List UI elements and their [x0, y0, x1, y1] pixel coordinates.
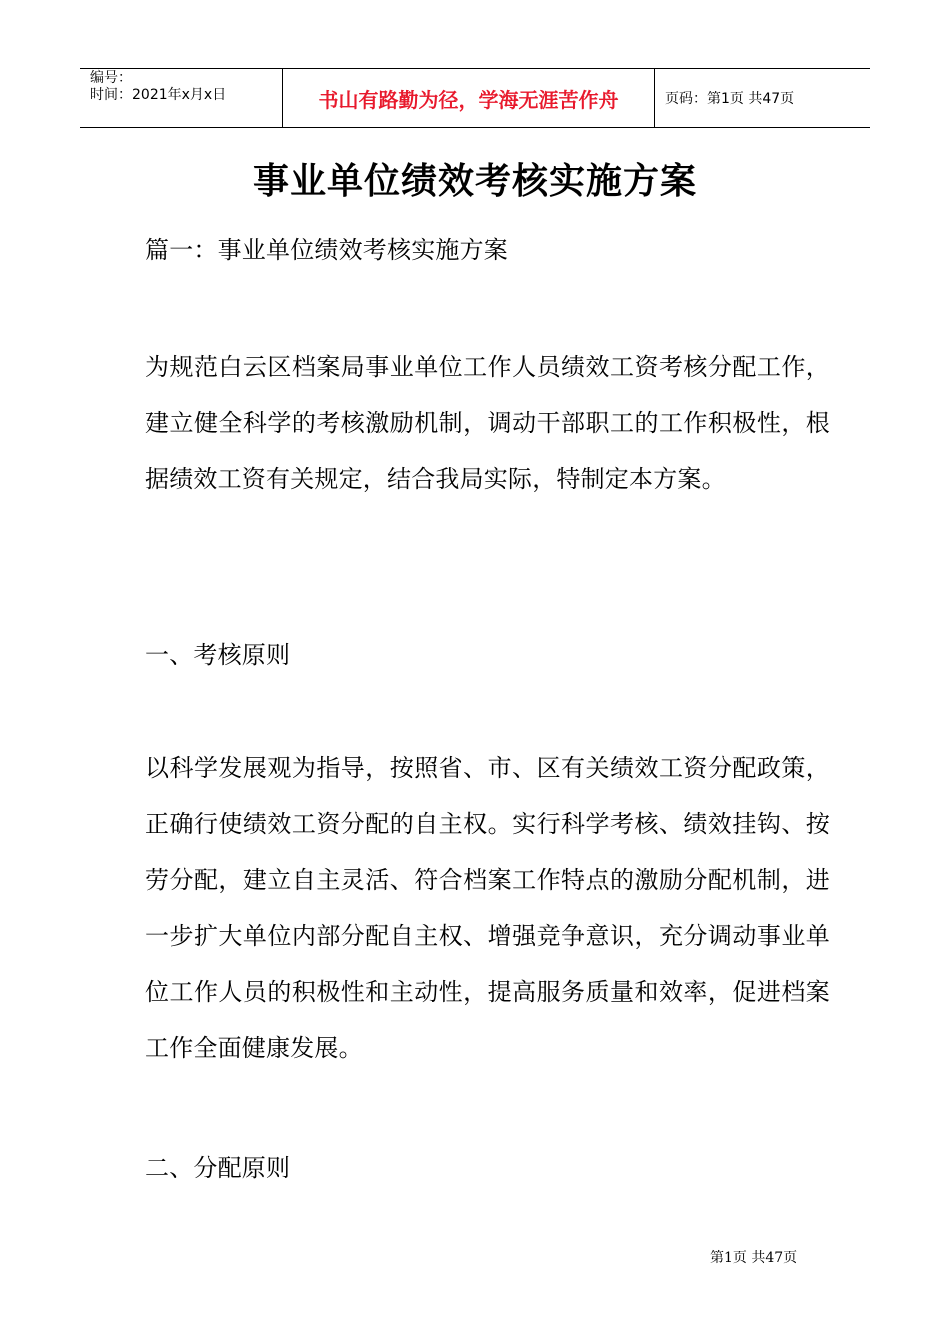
header-meta — [80, 69, 282, 127]
document-number-label: 编号： — [90, 70, 132, 86]
document-title: 事业单位绩效考核实施方案 — [252, 160, 697, 202]
page-footer: 第1页 共47页 — [710, 1250, 798, 1266]
intro-paragraph: 为规范白云区档案局事业单位工作人员绩效工资考核分配工作，建立健全科学的考核激励机制，调动干部职工的工作积极性，根据绩效工资有关规定，结合我局实际，特制定本方案。 — [145, 353, 830, 493]
document-date-label: 时间：2021年x月x日 — [90, 87, 227, 103]
header-motto: 书山有路勤为径，学海无涯苦作舟 — [282, 69, 655, 127]
page-header — [80, 68, 870, 128]
header-page-label: 页码：第1页 共47页 — [665, 91, 795, 107]
document-subtitle: 篇一：事业单位绩效考核实施方案 — [145, 236, 508, 264]
section-body-principles: 以科学发展观为指导，按照省、市、区有关绩效工资分配政策，正确行使绩效工资分配的自主权。实行科学考核、绩效挂钩、按劳分配，建立自主灵活、符合档案工作特点的激励分配机制，进一步扩大单位内部分配自主权、增强竞争意识，充分调动事业单位工作人员的积极性和主动性，提高服务质量和效率，促进档案工作全面健康发展。 — [145, 754, 830, 1062]
section-heading-principles: 一、考核原则 — [145, 641, 291, 669]
section-heading-distribution: 二、分配原则 — [145, 1154, 291, 1182]
